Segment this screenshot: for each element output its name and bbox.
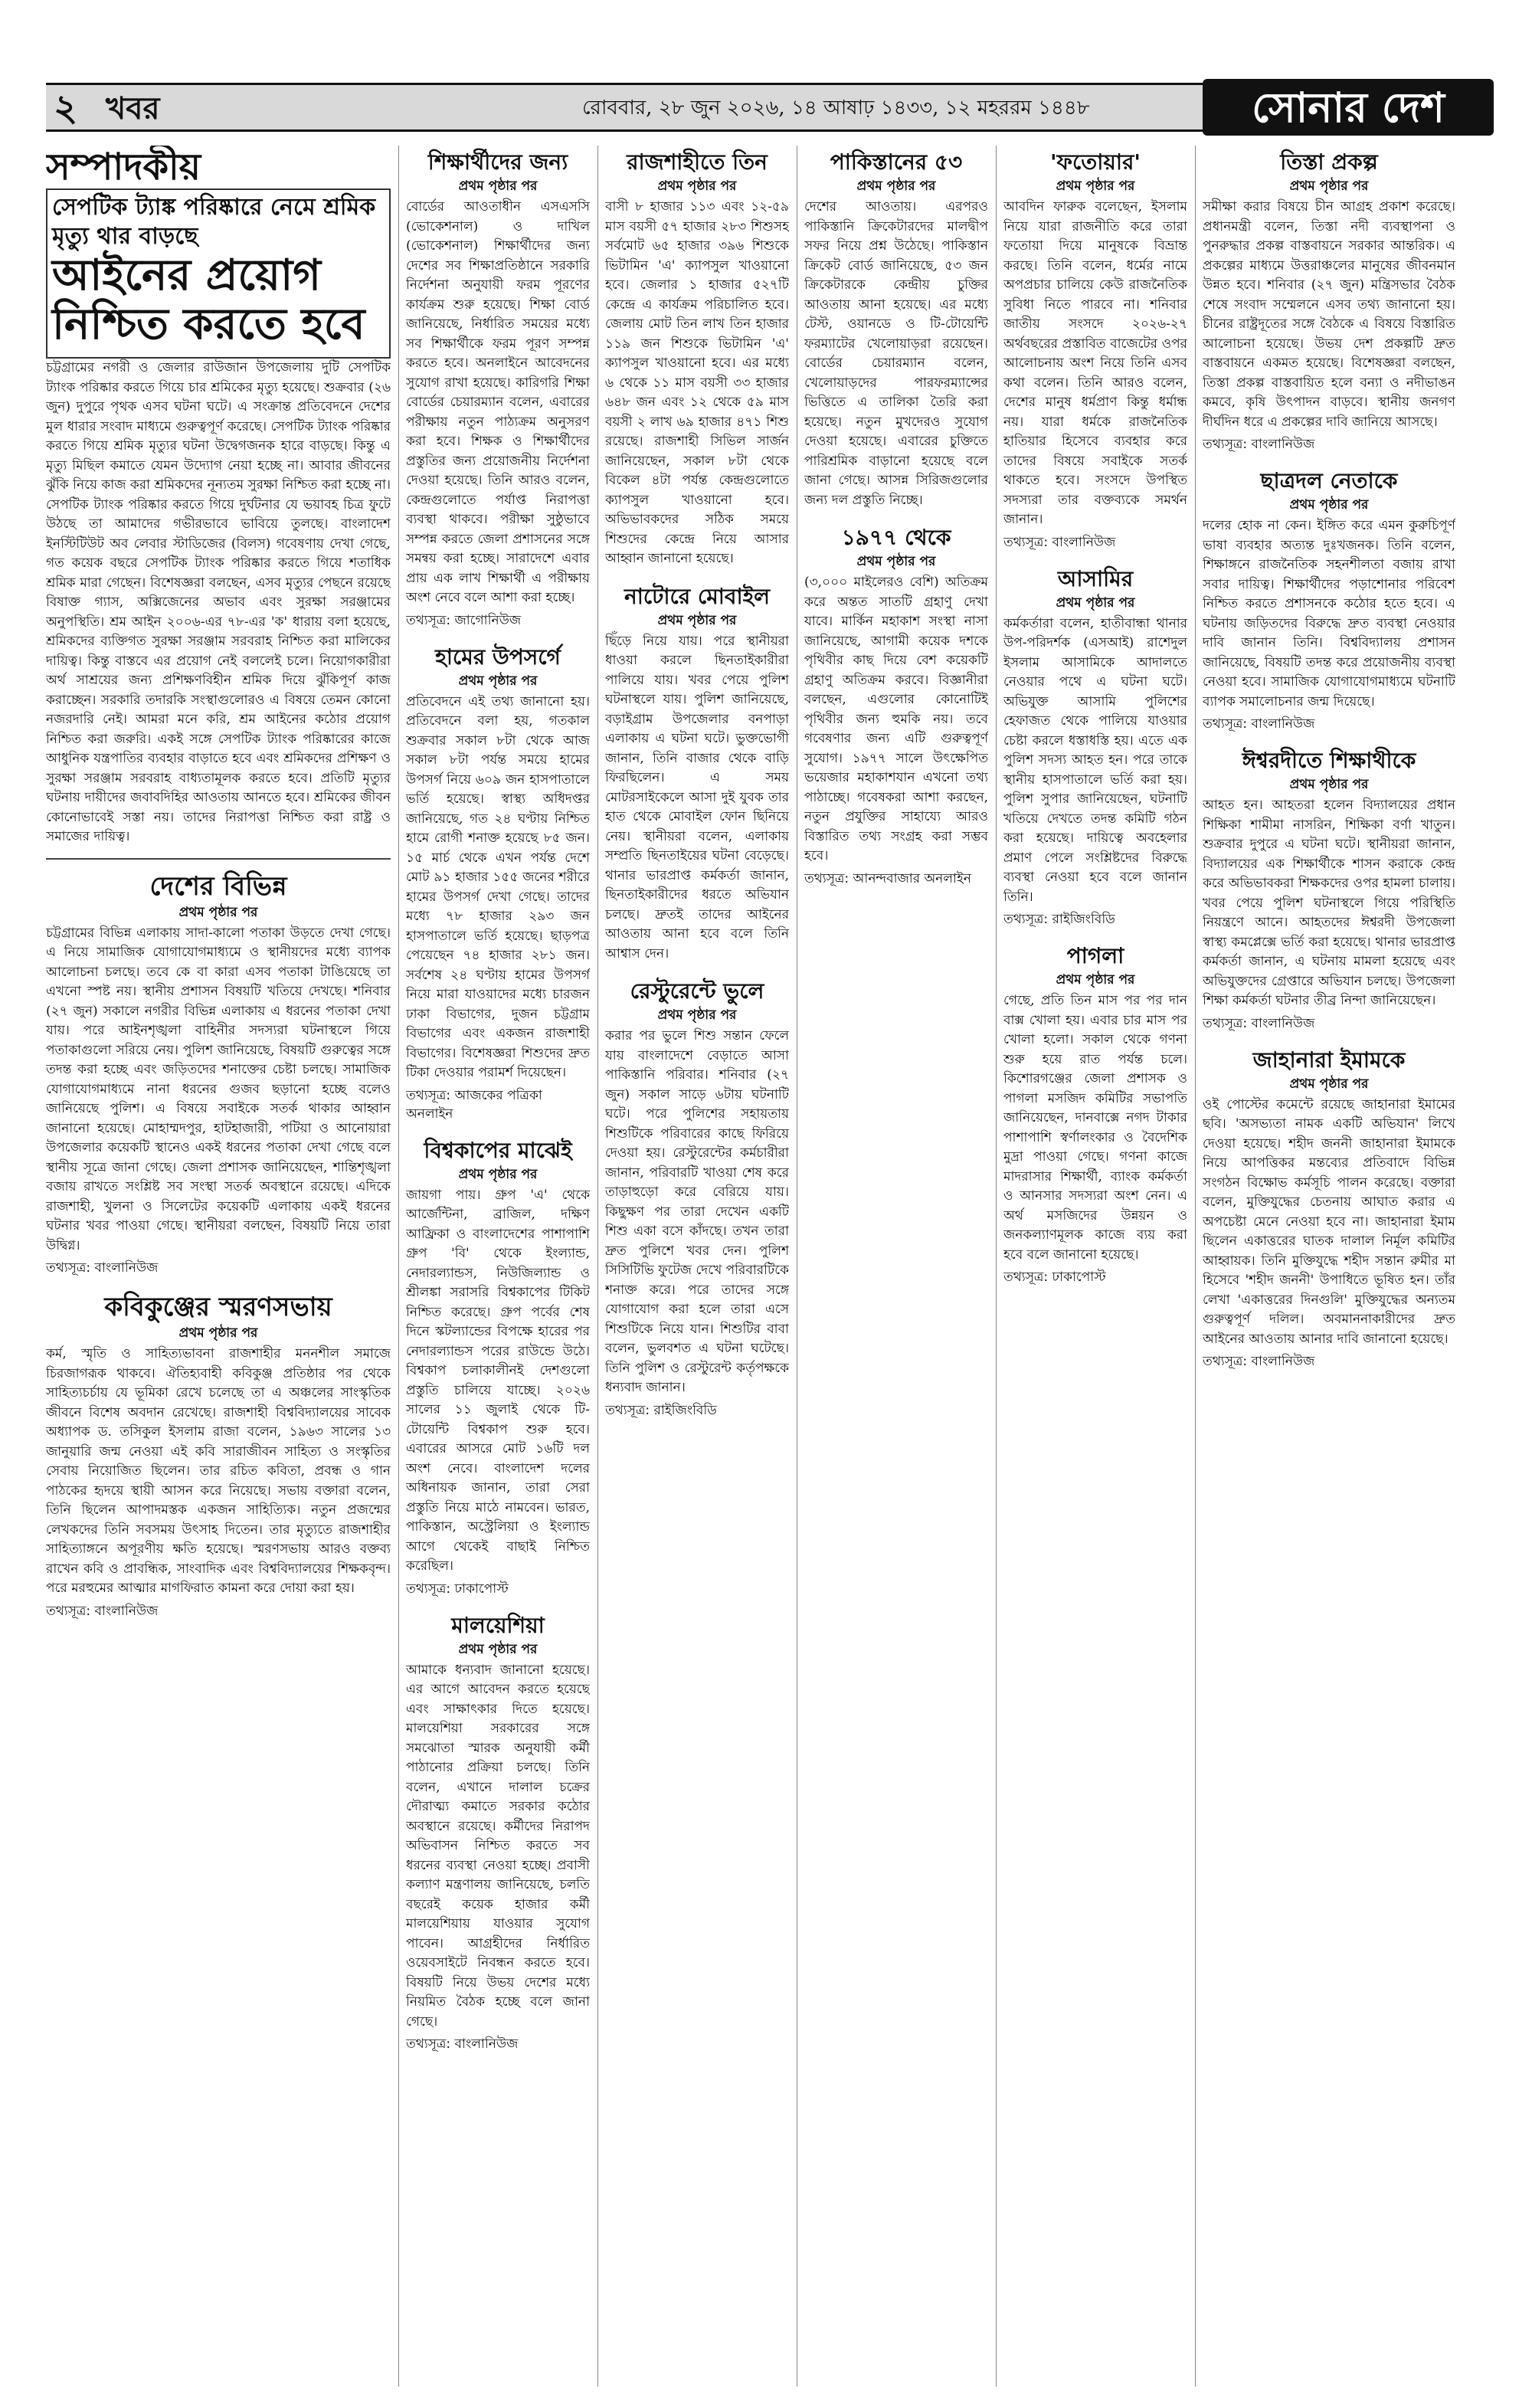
article-body: কর্ম, স্মৃতি ও সাহিত্যভাবনা রাজশাহীর মননশীল সমাজে চিরজাগরূক থাকবে। ঐতিহ্যবাহী কবিকুঞ্জ প্রতিষ্ঠার পর থেকে সাহিত্যচর্চায় যে ভূমিকা রেখে চলেছে তা এ অঞ্চলের সাংস্কৃতিক জীবনে বিশেষ অবদান রেখেছে। রাজশাহী বিশ্ববিদ্যালয়ের সাবেক অধ্যাপক ড. তসিকুল ইসলাম রাজা বলেন, ১৯৬৩ সালের ১৩ জানুয়ারি জন্ম নেওয়া এই কবি সারাজীবন সাহিত্য ও সংস্কৃতির সেবায় নিয়োজিত ছিলেন। তার রচিত কবিতা, প্রবন্ধ ও গান পাঠকের হৃদয়ে স্থায়ী আসন করে নিয়েছে। সভায় বক্তারা বলেন, তিনি ছিলেন আপাদমস্তক একজন সাহিত্যিক। নতুন প্রজন্মের লেখকদের তিনি সবসময় উৎসাহ দিতেন। তার মৃত্যুতে রাজশাহীর সাহিত্যাঙ্গনে অপূরণীয় ক্ষতি হয়েছে। স্মরণসভায় আরও বক্তব্য রাখেন কবি ও প্রাবন্ধিক, সাংবাদিক এবং বিশ্ববিদ্যালয়ের শিক্ষকবৃন্দ। পরে মরহুমের আত্মার মাগফিরাত কামনা করে দোয়া করা হয়। (46, 1346, 391, 1596)
continued-label: প্রথম পৃষ্ঠার পর (458, 673, 538, 689)
article-source: তথ্যসূত্র: বাংলানিউজ (1203, 1354, 1315, 1369)
article-source: তথ্যসূত্র: বাংলানিউজ (1203, 437, 1315, 452)
article-source: তথ্যসূত্র: ঢাকাপোস্ট (406, 1581, 509, 1597)
article-title: ১৯৭৭ থেকে (841, 525, 951, 550)
editorial (46, 146, 391, 847)
column-rule (996, 146, 997, 2387)
article-title: বিশ্বকাপের মাঝেই (424, 1137, 572, 1163)
continued-label: প্রথম পৃষ্ঠার পর (1289, 179, 1369, 194)
article-title: রেস্টুরেন্টে ভুলে (630, 978, 764, 1004)
section-title: খবর (106, 90, 160, 126)
article-title: রাজশাহীতে তিন (627, 149, 768, 175)
article-iswardi (1203, 744, 1455, 1033)
article-desher-bibhinno (46, 867, 391, 1278)
continued-label: প্রথম পৃষ্ঠার পর (657, 1007, 737, 1023)
article-hamer (406, 640, 590, 1123)
article-jahanara (1203, 1043, 1455, 1371)
article-title: মালয়েশিয়া (451, 1612, 545, 1638)
article-rajshahite (605, 146, 789, 569)
column-rule (398, 146, 399, 2387)
article-kobikunjer (46, 1288, 391, 1620)
continued-label: প্রথম পৃষ্ঠার পর (1289, 497, 1369, 513)
article-body: কর্মকর্তারা বলেন, হাতীবান্ধা থানার উপ-পরিদর্শক (এসআই) রাশেদুল ইসলাম আসামিকে আদালতে নেওয়ার পথে এ ঘটনা ঘটে। অভিযুক্ত আসামি পুলিশের হেফাজত থেকে পালিয়ে যাওয়ার চেষ্টা করলে ধস্তাধস্তি হয়। এতে এক পুলিশ সদস্য আহত হন। পরে তাকে স্থানীয় হাসপাতালে ভর্তি করা হয়। পুলিশ সুপার জানিয়েছেন, ঘটনাটি খতিয়ে দেখতে তদন্ত কমিটি গঠন করা হয়েছে। দায়িত্বে অবহেলার প্রমাণ পেলে সংশ্লিষ্টদের বিরুদ্ধে ব্যবস্থা নেওয়া হবে বলে জানান তিনি। (1003, 615, 1187, 905)
continued-label: প্রথম পৃষ্ঠার পর (657, 612, 737, 628)
article-title: পাকিস্তানের ৫৩ (830, 149, 963, 175)
article-chatradal (1203, 464, 1455, 733)
article-bishwakaper (406, 1134, 590, 1598)
article-body: দেশের আওতায়। এরপরও পাকিস্তানি ক্রিকেটারদের মালদ্বীপ সফর নিয়ে প্রশ্ন উঠেছে। পাকিস্তান ক্রিকেট বোর্ড জানিয়েছে, ৫৩ জন ক্রিকেটারকে কেন্দ্রীয় চুক্তির আওতায় আনা হয়েছে। এর মধ্যে টেস্ট, ওয়ানডে ও টি-টোয়েন্টি ফরম্যাটের খেলোয়াড়রা রয়েছেন। বোর্ডের চেয়ারম্যান বলেন, খেলোয়াড়দের পারফরম্যান্সের ভিত্তিতে এ তালিকা তৈরি করা হয়েছে। নতুন মুখদেরও সুযোগ দেওয়া হয়েছে। এবারের চুক্তিতে পারিশ্রমিক বাড়ানো হয়েছে বলে জানা গেছে। আসন্ন সিরিজগুলোর জন্য দল প্রস্তুতি নিচ্ছে। (804, 199, 988, 508)
article-body: প্রতিবেদনে এই তথ্য জানানো হয়। প্রতিবেদনে বলা হয়, গতকাল শুক্রবার সকাল ৮টা থেকে আজ সকাল ৮টা পর্যন্ত সময়ে হামের উপসর্গ নিয়ে ৬০৯ জন হাসপাতালে ভর্তি হয়েছে। স্বাস্থ্য অধিদপ্তর জানিয়েছে, গত ২৪ ঘণ্টায় নিশ্চিত হামে রোগী শনাক্ত হয়েছে ৮৫ জন। ১৫ মার্চ থেকে এখন পর্যন্ত দেশে মোট ৯১ হাজার ১৫৫ জনের শরীরে হামের উপসর্গ দেখা গেছে। তাদের মধ্যে ৭৮ হাজার ২৯৩ জন হাসপাতালে ভর্তি হয়েছে। ছাড়পত্র পেয়েছেন ৭৪ হাজার ২৮১ জন। সর্বশেষ ২৪ ঘণ্টায় হামের উপসর্গ নিয়ে মারা যাওয়াদের মধ্যে চারজন ঢাকা বিভাগের, দুজন চট্টগ্রাম বিভাগের এবং একজন রাজশাহী বিভাগের। বিশেষজ্ঞরা শিশুদের দ্রুত টিকা দেওয়ার পরামর্শ দিয়েছেন। (406, 693, 590, 1080)
continued-label: প্রথম পৃষ্ঠার পর (856, 554, 936, 569)
article-title: আসামির (1057, 565, 1134, 591)
article-body: আবদিন ফারুক বলেছেন, ইসলাম নিয়ে যারা রাজনীতি করে তারা ফতোয়া দিয়ে মানুষকে বিভ্রান্ত করছে। তিনি বলেন, ধর্মের নামে অপপ্রচার চালিয়ে কেউ রাজনৈতিক সুবিধা নিতে পারবে না। শনিবার জাতীয় সংসদে ২০২৬-২৭ অর্থবছরের প্রস্তাবিত বাজেটের ওপর আলোচনায় অংশ নিয়ে তিনি এসব কথা বলেন। তিনি আরও বলেন, দেশের মানুষ ধর্মপ্রাণ কিন্তু ধর্মান্ধ নয়। যারা ধর্মকে রাজনৈতিক হাতিয়ার হিসেবে ব্যবহার করে তাদের বিষয়ে সবাইকে সতর্ক থাকতে হবে। সংসদে উপস্থিত সদস্যরা তার বক্তব্যকে সমর্থন জানান। (1003, 199, 1187, 527)
article-asamir (1003, 562, 1187, 929)
article-source: তথ্যসূত্র: আজকের পত্রিকা অনলাইন (406, 1087, 542, 1122)
article-body: জায়গা পায়। গ্রুপ 'এ' থেকে আর্জেন্টিনা, ব্রাজিল, দক্ষিণ আফ্রিকা ও বাংলাদেশের পাশাপাশি গ্রুপ 'বি' থেকে ইংল্যান্ড, নেদারল্যান্ডস, নিউজিল্যান্ড ও শ্রীলঙ্কা সরাসরি বিশ্বকাপের টিকিট নিশ্চিত করেছে। গ্রুপ পর্বের শেষ দিনে স্কটল্যান্ডের বিপক্ষে হারের পর নেদারল্যান্ডস পরের রাউন্ডে উঠে। বিশ্বকাপ চলাকালীনই দেশগুলো প্রস্তুতি চালিয়ে যাচ্ছে। ২০২৬ সালের ১১ জুলাই থেকে টি-টোয়েন্টি বিশ্বকাপ শুরু হবে। এবারের আসরে মোট ১৬টি দল অংশ নেবে। বাংলাদেশ দলের অধিনায়ক জানান, তারা সেরা প্রস্তুতি নিয়ে মাঠে নামবেন। ভারত, পাকিস্তান, অস্ট্রেলিয়া ও ইংল্যান্ড আগে থেকেই বাছাই নিশ্চিত করেছিল। (406, 1187, 590, 1574)
article-body: করার পর ভুলে শিশু সন্তান ফেলে যায় বাংলাদেশে বেড়াতে আসা পাকিস্তানি পরিবার। শনিবার (২৭ জুন) সকাল সাড়ে ৬টায় ঘটনাটি ঘটে। পরে পুলিশের সহায়তায় শিশুটিকে পরিবারের কাছে ফিরিয়ে দেওয়া হয়। রেস্টুরেন্টের কর্মচারীরা জানান, পরিবারটি খাওয়া শেষ করে তাড়াহুড়ো করে বেরিয়ে যায়। কিছুক্ষণ পর তারা দেখেন একটি শিশু একা বসে কাঁদছে। তখন তারা দ্রুত পুলিশে খবর দেন। পুলিশ সিসিটিভি ফুটেজ দেখে পরিবারটিকে শনাক্ত করে। পরে তাদের সঙ্গে যোগাযোগ করা হলে তারা এসে শিশুটিকে নিয়ে যান। শিশুটির বাবা বলেন, ভুলবশত এ ঘটনা ঘটেছে। তিনি পুলিশ ও রেস্টুরেন্ট কর্তৃপক্ষকে ধন্যবাদ জানান। (605, 1028, 789, 1395)
article-body: গেছে, প্রতি তিন মাস পর পর দান বাক্স খোলা হয়। এবার চার মাস পর খোলা হলো। সকাল থেকে গণনা শুরু হয়ে রাত পর্যন্ত চলে। কিশোরগঞ্জের জেলা প্রশাসক ও পাগলা মসজিদ কমিটির সভাপতি জানিয়েছেন, দানবাক্সে নগদ টাকার পাশাপাশি স্বর্ণালংকার ও বৈদেশিক মুদ্রা পাওয়া গেছে। গণনা কাজে মাদরাসার শিক্ষার্থী, ব্যাংক কর্মকর্তা ও আনসার সদস্যরা অংশ নেন। এ অর্থ মসজিদের উন্নয়ন ও জনকল্যাণমূলক কাজে ব্যয় করা হবে বলে জানানো হয়েছে। (1003, 993, 1187, 1263)
article-source: তথ্যসূত্র: বাংলানিউজ (1003, 534, 1116, 550)
article-natore (605, 580, 789, 965)
article-source: তথ্যসূত্র: জাগোনিউজ (406, 612, 522, 628)
article-pagla (1003, 939, 1187, 1286)
article-title: 'ফতোয়ার' (1049, 149, 1141, 175)
article-body: আহত হন। আহতরা হলেন বিদ্যালয়ের প্রধান শিক্ষিকা শামীমা নাসরিন, শিক্ষিকা বর্ণা খাতুন। শুক্রবার দুপুরে এ ঘটনা ঘটে। স্থানীয়রা জানান, বিদ্যালয়ের এক শিক্ষার্থীকে শাসন করাকে কেন্দ্র করে অভিভাবকরা শিক্ষকদের ওপর হামলা চালায়। খবর পেয়ে পুলিশ ঘটনাস্থলে গিয়ে পরিস্থিতি নিয়ন্ত্রণে আনে। আহতদের ঈশ্বরদী উপজেলা স্বাস্থ্য কমপ্লেক্সে ভর্তি করা হয়েছে। থানার ভারপ্রাপ্ত কর্মকর্তা জানান, এ ঘটনায় মামলা হয়েছে এবং অভিযুক্তদের গ্রেপ্তারে অভিযান চলছে। উপজেলা শিক্ষা কর্মকর্তা ঘটনার তীব্র নিন্দা জানিয়েছেন। (1203, 798, 1455, 1008)
editorial-body: চট্টগ্রামের নগরী ও জেলার রাউজান উপজেলায় দুটি সেপটিক ট্যাংক পরিষ্কার করতে গিয়ে চার শ্রমিকের মৃত্যু হয়েছে। শুক্রবার (২৬ জুন) দুপুরে পৃথক এসব ঘটনা ঘটে। এ সংক্রান্ত প্রতিবেদনে দেশের মুল ধারার সংবাদ মাধ্যমে গুরুত্বপূর্ণ করেছে। সেপটিক ট্যাংক পরিষ্কার করতে গিয়ে শ্রমিক মৃত্যুর ঘটনা উদ্বেগজনক হারে বাড়ছে। কিন্তু এ মৃত্যু মিছিল কমাতে যেমন উদ্যোগ নেয়া হচ্ছে না। আবার জীবনের ঝুঁকি নিয়ে কাজ করা শ্রমিকদের নূন্যতম সুরক্ষা নিশ্চিত করা হচ্ছে না। সেপটিক ট্যাংক পরিষ্কার করতে গিয়ে দুর্ঘটনার যে ভয়াবহ চিত্র ফুটে উঠছে তা আমাদের গভীরভাবে ভাবিয়ে তুলছে। বাংলাদেশ ইনস্টিটিউট অব লেবার স্টাডিজের (বিলস) গবেষণায় দেখা গেছে, গত কয়েক বছরে সেপটিক ট্যাংক পরিষ্কার করতে গিয়ে শতাধিক শ্রমিক মারা গেছেন। বিশেষজ্ঞরা বলছেন, এসব মৃত্যুর পেছনে রয়েছে বিষাক্ত গ্যাস, অক্সিজেনের অভাব এবং সুরক্ষা সরঞ্জামের অনুপস্থিতি। শ্রম আইন ২০০৬-এর ৭৮-এর 'ক' ধারায় বলা হয়েছে, শ্রমিকদের ব্যক্তিগত সুরক্ষা সরঞ্জাম সরবরাহ নিশ্চিত করা মালিকের দায়িত্ব। কিন্তু বাস্তবে এর প্রয়োগ নেই বললেই চলে। নিয়োগকারীরা অর্থ সাশ্রয়ের জন্য প্রশিক্ষণবিহীন শ্রমিক দিয়ে ঝুঁকিপূর্ণ কাজ করাচ্ছেন। সরকারি তদারকি সংস্থাগুলোরও এ বিষয়ে তেমন কোনো নজরদারি নেই। আমরা মনে করি, শ্রম আইনের কঠোর প্রয়োগ নিশ্চিত করা জরুরি। একই সঙ্গে সেপটিক ট্যাংক পরিষ্কারের কাজে আধুনিক যন্ত্রপাতির ব্যবহার বাড়াতে হবে এবং শ্রমিকদের প্রশিক্ষণ ও সুরক্ষা সরঞ্জাম সরবরাহ বাধ্যতামূলক করতে হবে। প্রতিটি মৃত্যুর ঘটনায় দায়ীদের জবাবদিহির আওতায় আনতে হবে। শ্রমিকের জীবন কোনোভাবেই সস্তা নয়। তাদের নিরাপত্তা নিশ্চিত করা রাষ্ট্র ও সমাজের দায়িত্ব। (46, 360, 391, 844)
article-title: তিস্তা প্রকল্প (1280, 149, 1378, 175)
article-title: দেশের বিভিন্ন (149, 870, 287, 902)
column-5 (1003, 146, 1187, 2387)
article-source: তথ্যসূত্র: রাইজিংবিডি (1003, 912, 1115, 927)
article-body: চট্টগ্রামের বিভিন্ন এলাকায় সাদা-কালো পতাকা উড়তে দেখা গেছে। এ নিয়ে সামাজিক যোগাযোগমাধ্যমে ও স্থানীয়দের মধ্যে ব্যাপক আলোচনা চলছে। তবে কে বা কারা এসব পতাকা টাঙিয়েছে তা এখনো স্পষ্ট নয়। স্থানীয় প্রশাসন বিষয়টি খতিয়ে দেখছে। শনিবার (২৭ জুন) সকালে নগরীর বিভিন্ন এলাকায় এ ধরনের পতাকা দেখা যায়। পরে আইনশৃঙ্খলা বাহিনীর সদস্যরা ঘটনাস্থলে গিয়ে পতাকাগুলো সরিয়ে নেয়। পুলিশ জানিয়েছে, বিষয়টি গুরুত্বের সঙ্গে তদন্ত করা হচ্ছে এবং জড়িতদের শনাক্তের চেষ্টা চলছে। সামাজিক যোগাযোগমাধ্যমে নানা ধরনের গুজব ছড়ানো হচ্ছে বলেও জানিয়েছে পুলিশ। এ বিষয়ে সবাইকে সতর্ক থাকার আহ্বান জানানো হয়েছে। মোহাম্মদপুর, হাটহাজারী, পটিয়া ও আনোয়ারা উপজেলার কয়েকটি স্থানেও একই ধরনের পতাকা দেখা গেছে বলে স্থানীয় সূত্রে জানা গেছে। জেলা প্রশাসক জানিয়েছেন, শান্তিশৃঙ্খলা বজায় রাখতে সংশ্লিষ্ট সব সংস্থা সতর্ক অবস্থানে রয়েছে। এদিকে রাজশাহী, খুলনা ও সিলেটের কয়েকটি এলাকায় একই ধরনের ঘটনার খবর পাওয়া গেছে। স্থানীয়রা বলছেন, বিষয়টি নিয়ে তারা উদ্বিগ্ন। (46, 925, 391, 1253)
continued-label: প্রথম পৃষ্ঠার পর (1056, 179, 1135, 194)
article-source: তথ্যসূত্র: রাইজিংবিডি (605, 1402, 717, 1418)
column-rule (1195, 146, 1196, 2387)
article-title: শিক্ষার্থীদের জন্য (427, 149, 568, 175)
continued-label: প্রথম পৃষ্ঠার পর (458, 1166, 538, 1182)
continued-label: প্রথম পৃষ্ঠার পর (856, 179, 936, 194)
editorial-subtitle: সেপটিক ট্যাঙ্ক পরিষ্কারে নেমে শ্রমিক মৃত্যু থার বাড়ছে (52, 194, 376, 250)
continued-label: প্রথম পৃষ্ঠার পর (1289, 777, 1369, 792)
article-malaysia (406, 1609, 590, 2054)
article-title: পাগলা (1066, 943, 1124, 968)
editorial-title: আইনের প্রয়োগ নিশ্চিত করতে হবে (52, 251, 365, 349)
column-2 (406, 146, 590, 2387)
continued-label: প্রথম পৃষ্ঠার পর (657, 179, 737, 194)
column-3 (605, 146, 789, 2387)
article-restaurant (605, 975, 789, 1420)
article-title: হামের উপসর্গে (435, 644, 561, 670)
article-body: (৩,০০০ মাইলেরও বেশি) অতিক্রম করে অন্তত সাতটি গ্রহাণু দেখা যাবে। মার্কিন মহাকাশ সংস্থা নাসা জানিয়েছে, আগামী কয়েক দশকে পৃথিবীর কাছ দিয়ে বেশ কয়েকটি গ্রহাণু অতিক্রম করবে। বিজ্ঞানীরা বলছেন, এগুলোর কোনোটিই পৃথিবীর জন্য হুমকি নয়। তবে গবেষণার জন্য এটি গুরুত্বপূর্ণ সুযোগ। ১৯৭৭ সালে উৎক্ষেপিত ভয়েজার মহাকাশযান এখনো তথ্য পাঠাচ্ছে। গবেষকরা আশা করছেন, নতুন প্রযুক্তির সাহায্যে আরও বিস্তারিত তথ্য সংগ্রহ করা সম্ভব হবে। (804, 575, 988, 863)
continued-label: প্রথম পৃষ্ঠার পর (458, 179, 538, 194)
article-1977 (804, 521, 988, 888)
article-pakistaner (804, 146, 988, 510)
column-rule (597, 146, 598, 2387)
article-shikkharthi (406, 146, 590, 630)
article-source: তথ্যসূত্র: ঢাকাপোস্ট (1003, 1270, 1106, 1285)
article-source: তথ্যসূত্র: বাংলানিউজ (1203, 1015, 1315, 1031)
article-body: সমীক্ষা করার বিষয়ে চীন আগ্রহ প্রকাশ করেছে। প্রধানমন্ত্রী বলেন, তিস্তা নদী ব্যবস্থাপনা ও পুনরুদ্ধার প্রকল্প বাস্তবায়নে সরকার আন্তরিক। এ প্রকল্পের মাধ্যমে উত্তরাঞ্চলের মানুষের জীবনমান উন্নত হবে। শনিবার (২৭ জুন) মন্ত্রিসভার বৈঠক শেষে সংবাদ সম্মেলনে এসব তথ্য জানানো হয়। চীনের রাষ্ট্রদূতের সঙ্গে বৈঠকে এ বিষয়ে বিস্তারিত আলোচনা হয়েছে। উভয় দেশ প্রকল্পটি দ্রুত বাস্তবায়নে একমত হয়েছে। বিশেষজ্ঞরা বলছেন, তিস্তা প্রকল্প বাস্তবায়িত হলে বন্যা ও নদীভাঙন কমবে, কৃষি উৎপাদন বাড়বে। স্থানীয় জনগণ দীর্ঘদিন ধরে এ প্রকল্পের দাবি জানিয়ে আসছে। (1203, 199, 1455, 430)
column-1 (46, 146, 391, 2387)
continued-label: প্রথম পৃষ্ঠার পর (1056, 972, 1135, 988)
continued-label: প্রথম পৃষ্ঠার পর (178, 1325, 258, 1341)
article-title: জাহানারা ইমামকে (1252, 1047, 1406, 1073)
article-fotoar (1003, 146, 1187, 552)
page-number: ২ (54, 87, 78, 129)
article-title: নাটোরে মোবাইল (624, 583, 771, 609)
column-4 (804, 146, 988, 2387)
divider (46, 858, 391, 860)
article-body: ওই পোস্টের কমেন্টে রয়েছে জাহানারা ইমামের ছবি। 'অসভ্যতা নামক একটি অভিযান' লিখে দেওয়া হয়েছে। শহীদ জননী জাহানারা ইমামকে নিয়ে আপত্তিকর মন্তব্যের প্রতিবাদে বিভিন্ন সংগঠন বিক্ষোভ কর্মসূচি পালন করেছে। বক্তারা বলেন, মুক্তিযুদ্ধের চেতনায় আঘাত করার এ অপচেষ্টা মেনে নেওয়া হবে না। জাহানারা ইমাম ছিলেন একাত্তরের ঘাতক দালাল নির্মূল কমিটির আহ্বায়ক। তিনি মুক্তিযুদ্ধে শহীদ সন্তান রুমীর মা হিসেবে 'শহীদ জননী' উপাধিতে ভূষিত হন। তাঁর লেখা 'একাত্তরের দিনগুলি' মুক্তিযুদ্ধের অন্যতম গুরুত্বপূর্ণ দলিল। অবমাননাকারীদের দ্রুত আইনের আওতায় আনার দাবি জানানো হয়েছে। (1203, 1096, 1455, 1347)
article-tista (1203, 146, 1455, 454)
article-source: তথ্যসূত্র: বাংলানিউজ (46, 1603, 159, 1619)
column-6 (1203, 146, 1455, 2387)
brand-logo: সোনার দেশ (1203, 79, 1494, 136)
masthead (46, 83, 1494, 132)
article-source: তথ্যসূত্র: আনন্দবাজার অনলাইন (804, 870, 971, 886)
article-body: বোর্ডের আওতাধীন এসএসসি (ভোকেশনাল) ও দাখিল (ভোকেশনাল) শিক্ষার্থীদের জন্য দেশের সব শিক্ষাপ্রতিষ্ঠানে সরকারি নির্দেশনা অনুযায়ী ফরম পূরণের কার্যক্রম শুরু হয়েছে। শিক্ষা বোর্ড জানিয়েছে, নির্ধারিত সময়ের মধ্যে সব শিক্ষার্থীকে ফরম পূরণ সম্পন্ন করতে হবে। অনলাইনে আবেদনের সুযোগ রাখা হয়েছে। কারিগরি শিক্ষা বোর্ডের চেয়ারম্যান বলেন, এবারের পরীক্ষায় নতুন পাঠ্যক্রম অনুসরণ করা হবে। শিক্ষক ও শিক্ষার্থীদের প্রস্তুতির জন্য প্রয়োজনীয় নির্দেশনা দেওয়া হয়েছে। তিনি আরও বলেন, কেন্দ্রগুলোতে পর্যাপ্ত নিরাপত্তা ব্যবস্থা থাকবে। পরীক্ষা সুষ্ঠুভাবে সম্পন্ন করতে জেলা প্রশাসনের সঙ্গে সমন্বয় করা হচ্ছে। সারাদেশে এবার প্রায় এক লাখ শিক্ষার্থী এ পরীক্ষায় অংশ নেবে বলে আশা করা হচ্ছে। (406, 199, 590, 605)
article-source: তথ্যসূত্র: বাংলানিউজ (406, 2036, 519, 2052)
continued-label: প্রথম পৃষ্ঠার পর (178, 904, 258, 920)
continued-label: প্রথম পৃষ্ঠার পর (1289, 1076, 1369, 1092)
article-body: দলের হোক না কেন। ইঙ্গিত করে এমন কুরুচিপূর্ণ ভাষা ব্যবহার অত্যন্ত দুঃখজনক। তিনি বলেন, শিক্ষাঙ্গনে রাজনৈতিক সহনশীলতা বজায় রাখা সবার দায়িত্ব। শিক্ষার্থীদের পড়াশোনার পরিবেশ নিশ্চিত করতে প্রশাসনকে কঠোর হতে হবে। এ ঘটনায় জড়িতদের বিরুদ্ধে দ্রুত ব্যবস্থা নেওয়ার দাবি জানান তিনি। বিশ্ববিদ্যালয় প্রশাসন জানিয়েছে, বিষয়টি তদন্ত করে প্রয়োজনীয় ব্যবস্থা নেওয়া হবে। সামাজিক যোগাযোগমাধ্যমে ঘটনাটি ব্যাপক সমালোচনার জন্ম দিয়েছে। (1203, 518, 1455, 709)
article-source: তথ্যসূত্র: বাংলানিউজ (1203, 716, 1315, 732)
article-source: তথ্যসূত্র: বাংলানিউজ (46, 1260, 159, 1276)
article-body: আমাকে ধন্যবাদ জানানো হয়েছে। এর আগে আবেদন করতে হয়েছে এবং সাক্ষাৎকার দিতে হয়েছে। মালয়েশিয়া সরকারের সঙ্গে সমঝোতা স্মারক অনুযায়ী কর্মী পাঠানোর প্রক্রিয়া চলছে। তিনি বলেন, এখানে দালাল চক্রের দৌরাত্ম্য কমাতে সরকার কঠোর অবস্থানে রয়েছে। কর্মীদের নিরাপদ অভিবাসন নিশ্চিত করতে সব ধরনের ব্যবস্থা নেওয়া হচ্ছে। প্রবাসী কল্যাণ মন্ত্রণালয় জানিয়েছে, চলতি বছরেই কয়েক হাজার কর্মী মালয়েশিয়ায় যাওয়ার সুযোগ পাবেন। আগ্রহীদের নির্ধারিত ওয়েবসাইটে নিবন্ধন করতে হবে। বিষয়টি নিয়ে উভয় দেশের মধ্যে নিয়মিত বৈঠক হচ্ছে বলে জানা গেছে। (406, 1662, 590, 2030)
article-title: ছাত্রদল নেতাকে (1260, 468, 1398, 493)
issue-date: রোববার, ২৮ জুন ২০২৬, ১৪ আষাঢ় ১৪৩৩, ১২ মহররম ১৪৪৮ (582, 97, 1090, 120)
article-body: বাসী ৮ হাজার ১১৩ এবং ১২-৫৯ মাস বয়সী ৫৭ হাজার ২৮৩ শিশুসহ সর্বমোট ৬৫ হাজার ৩৯৬ শিশুকে ভিটামিন 'এ' ক্যাপসুল খাওয়ানো হবে। জেলার ১ হাজার ৫২৭টি কেন্দ্রে এ কার্যক্রম পরিচালিত হবে। জেলায় মোট তিন লাখ তিন হাজার ১১৯ জন শিশুকে ভিটামিন 'এ' ক্যাপসুল খাওয়ানো হবে। এর মধ্যে ৬ থেকে ১১ মাস বয়সী ৩৩ হাজার ৬৪৮ জন এবং ১২ থেকে ৫৯ মাস বয়সী ২ লাখ ৬৯ হাজার ৪৭১ শিশু রয়েছে। রাজশাহী সিভিল সার্জন জানিয়েছেন, সকাল ৮টা থেকে বিকেল ৪টা পর্যন্ত কেন্দ্রগুলোতে ক্যাপসুল খাওয়ানো হবে। অভিভাবকদের সঠিক সময়ে শিশুদের কেন্দ্রে নিয়ে আসার আহ্বান জানানো হয়েছে। (605, 199, 789, 566)
article-body: ছিঁড়ে নিয়ে যায়। পরে স্থানীয়রা ধাওয়া করলে ছিনতাইকারীরা পালিয়ে যায়। খবর পেয়ে পুলিশ ঘটনাস্থলে যায়। পুলিশ জানিয়েছে, বড়াইগ্রাম উপজেলার বনপাড়া এলাকায় এ ঘটনা ঘটে। ভুক্তভোগী জানান, তিনি বাজার থেকে বাড়ি ফিরছিলেন। এ সময় মোটরসাইকেলে আসা দুই যুবক তার হাত থেকে মোবাইল ফোন ছিনিয়ে নেয়। স্থানীয়রা বলেন, এলাকায় সম্প্রতি ছিনতাইয়ের ঘটনা বেড়েছে। থানার ভারপ্রাপ্ত কর্মকর্তা জানান, ছিনতাইকারীদের ধরতে অভিযান চলছে। দ্রুতই তাদের আইনের আওতায় আনা হবে বলে তিনি আশ্বাস দেন। (605, 633, 789, 962)
article-title: কবিকুঞ্জের স্মরণসভায় (104, 1292, 332, 1322)
continued-label: প্রথম পৃষ্ঠার পর (1056, 595, 1135, 611)
article-title: ঈশ্বরদীতে শিক্ষাথীকে (1242, 748, 1416, 773)
editorial-label: সম্পাদকীয় (46, 146, 201, 188)
editorial-headline-box (46, 188, 391, 359)
continued-label: প্রথম পৃষ্ঠার পর (458, 1641, 538, 1657)
